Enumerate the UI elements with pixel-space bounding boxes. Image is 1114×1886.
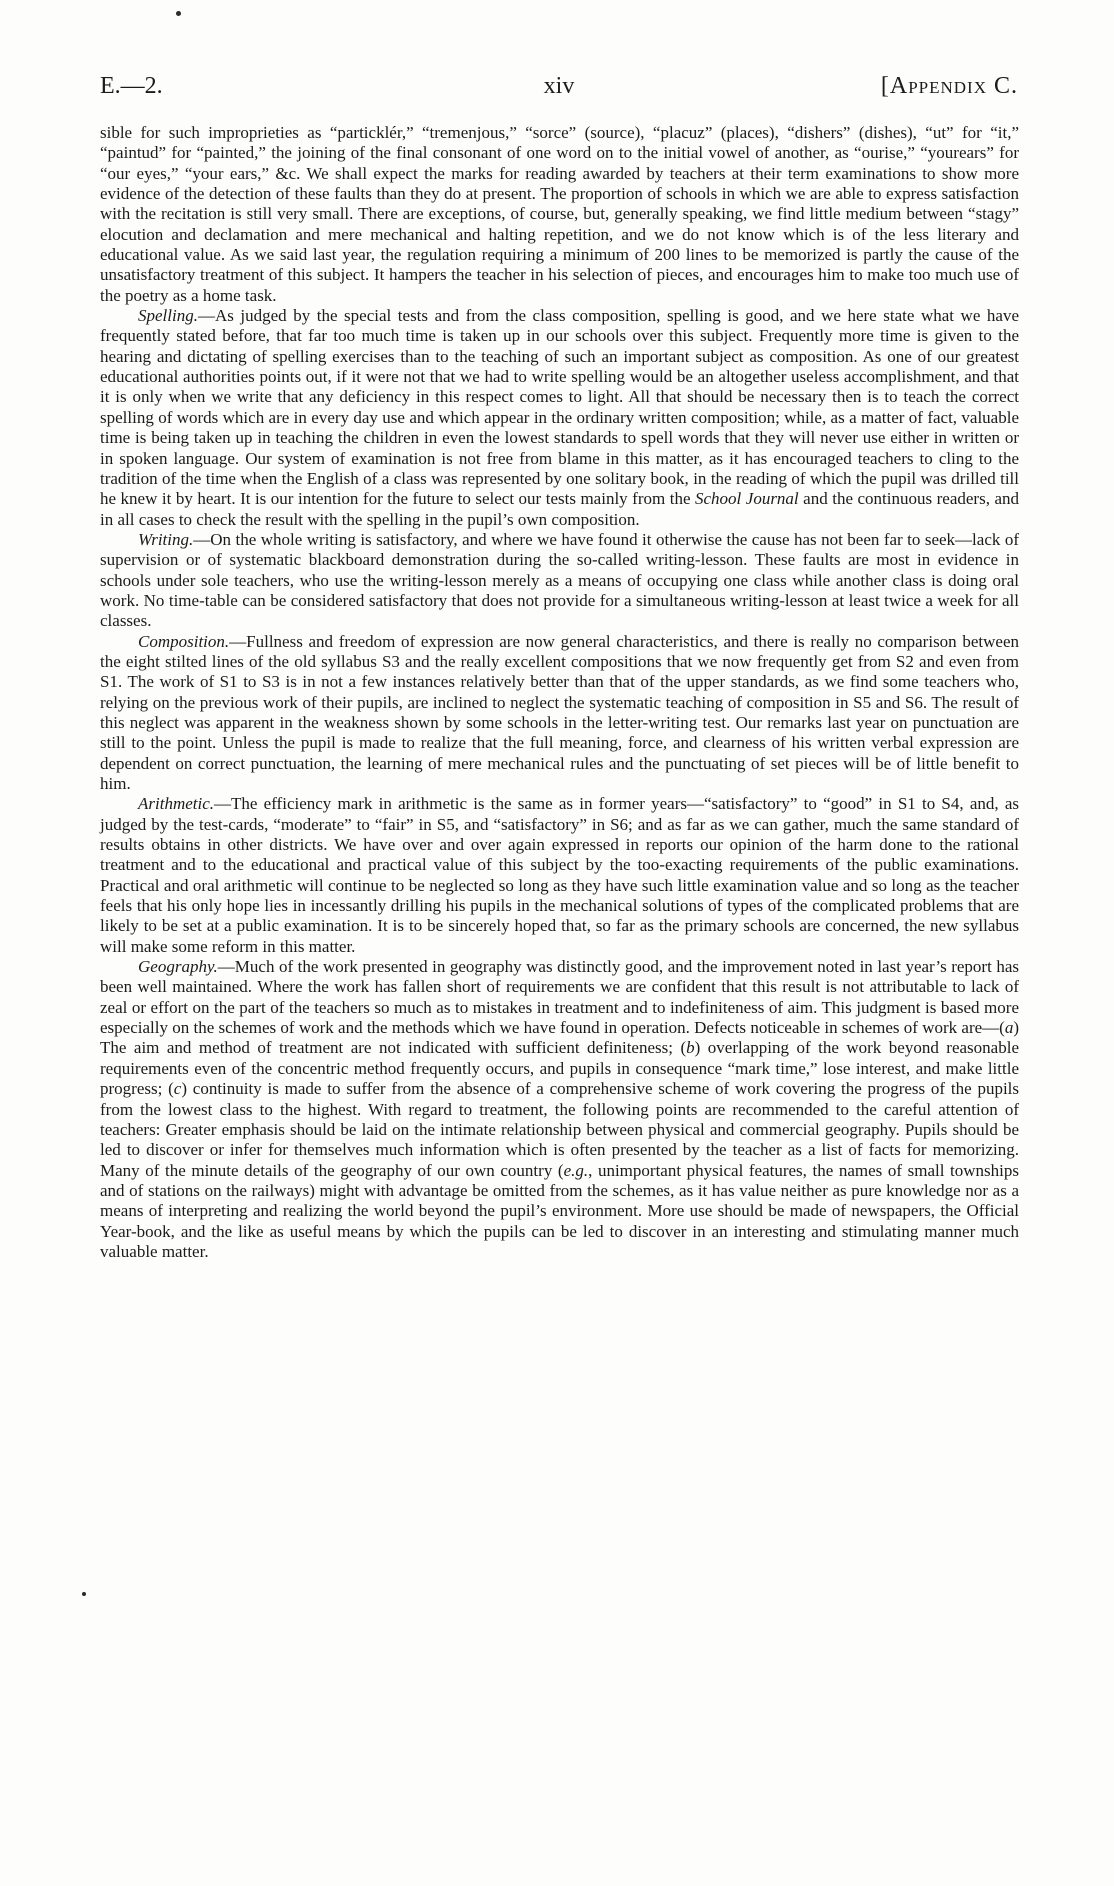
section-text: ) overlapping of the work beyond reasonable requirements even of the concentric method frequently occurs, and pupils in consequence “mark time,” lose interest, and make little progress; (	[100, 1038, 1019, 1099]
section-heading-spelling: Spelling.	[138, 306, 198, 326]
margin-speck	[82, 1592, 86, 1596]
section-composition	[100, 632, 1019, 795]
section-heading-writing: Writing.	[138, 529, 194, 549]
section-writing	[100, 530, 1019, 632]
section-text: —Fullness and freedom of expression are now general characteristics, and there is really no comparison between the eight stilted lines of the old syllabus S3 and the really excellent compositions that we now frequently get from S2 and even from S1. The work of S1 to S3 is in not a few instances relatively better than that of the upper standards, as we find some teachers who, relying on the previous work of their pupils, are inclined to neglect the systematic teaching of composition in S5 and S6. The result of this neglect was apparent in the weakness shown by some schools in the letter-writing test. Our remarks last year on punctuation are still to the point. Unless the pupil is made to realize that the full meaning, force, and clearness of his written verbal expression are dependent on correct punctuation, the learning of mere mechanical rules and the punctuating of set pieces will be of little benefit to him.	[100, 631, 1019, 793]
header-appendix-label: [Appendix C.	[880, 73, 1018, 99]
section-heading-geography: Geography.	[138, 957, 218, 977]
section-text: —As judged by the special tests and from the class composition, spelling is good, and we here state what we have frequently stated before, that far too much time is taken up in our schools over this subject. Frequently more time is given to the hearing and dictating of spelling exercises than to the teaching of such an important subject as composition. As one of our greatest educational authorities points out, if it were not that we had to write spelling would be an altogether useless accomplishment, and that it is only when we write that any deficiency in this respect comes to light. All that should be necessary then is to teach the correct spelling of words which are in every day use and which appear in the ordinary written composition; while, as a matter of fact, valuable time is being taken up in teaching the children in even the lowest standards to spell words that they will never use either in written or in spoken language. Our system of examination is not free from blame in this matter, as it has encouraged teachers to cling to the tradition of the time when the English of a class was represented by one solitary book, in the reading of which the pupil was drilled till he knew it by heart. It is our intention for the future to select our tests mainly from the	[100, 306, 1019, 509]
section-heading-arithmetic: Arithmetic.	[138, 794, 215, 814]
list-marker-c: c	[173, 1079, 182, 1099]
header-page-number: xiv	[543, 73, 575, 99]
section-text: ) The aim and method of treatment are not indicated with sufficient definiteness; (	[100, 1018, 1019, 1058]
paragraph-reading-continued: sible for such improprieties as “particklér,” “tremenjous,” “sorce” (source), “placuz” (places), “dishers” (dishes), “ut” for “it,” “paintud” for “painted,” the joining of the final consonant of one word on to the initial vowel of another, as “ourise,” “yourears” for “our eyes,” “your ears,” &c. We shall expect the marks for reading awarded by teachers at their term examinations to show more evidence of the detection of these faults than they do at present. The proportion of schools in which we are able to express satisfaction with the recitation is still very small. There are exceptions, of course, but, generally speaking, we find little medium between “stagy” elocution and declamation and mere mechanical and halting repetition, and we do not know which is of the less literary and educational value. As we said last year, the regulation requiring a minimum of 200 lines to be memorized is partly the cause of the unsatisfactory treatment of this subject. It hampers the teacher in his selection of pieces, and encourages him to make too much use of the poetry as a home task.	[100, 123, 1019, 305]
section-arithmetic	[100, 794, 1019, 957]
page-header	[100, 68, 1018, 104]
abbreviation-eg: e.g.	[563, 1160, 589, 1180]
print-speck	[176, 11, 181, 16]
list-marker-b: b	[686, 1038, 695, 1058]
section-text: —On the whole writing is satisfactory, and where we have found it otherwise the cause has not been far to seek—lack of supervision or of systematic blackboard demonstration during the so-called writing-lesson. These faults are most in evidence in schools under sole teachers, who use the writing-lesson merely as a means of occupying one class while another class is doing oral work. No time-table can be considered satisfactory that does not provide for a simultaneous writing-lesson at least twice a week for all classes.	[100, 529, 1019, 631]
report-body	[100, 123, 1019, 1262]
section-text: —Much of the work presented in geography was distinctly good, and the improvement noted in last year’s report has been well maintained. Where the work has fallen short of requirements we are confident that this result is not attributable to lack of zeal or effort on the part of the teachers so much as to mistakes in treatment and to indefiniteness of aim. This judgment is based more especially on the schemes of work and the methods which we have found in operation. Defects noticeable in schemes of work are—(	[100, 957, 1019, 1038]
section-text: ) continuity is made to suffer from the absence of a comprehensive scheme of work covering the progress of the pupils from the lowest class to the highest. With regard to treatment, the following points are recommended to the careful attention of teachers: Greater emphasis should be laid on the intimate relationship between physical and commercial geography. Pupils should be led to discover or infer for themselves much information which is often presented by the teacher as a list of facts for memorizing. Many of the minute details of the geography of our own country (	[100, 1079, 1020, 1180]
publication-title: School Journal	[695, 489, 799, 509]
section-text-tail: and the continuous readers, and in all cases to check the result with the spelling in the pupil’s own composition.	[100, 489, 1019, 529]
section-geography	[100, 957, 1019, 1262]
list-marker-a: a	[1004, 1018, 1014, 1038]
section-text: —The efficiency mark in arithmetic is the same as in former years—“satisfactory” to “good” in S1 to S4, and, as judged by the test-cards, “moderate” to “fair” in S5, and “satisfactory” in S6; and as far as we can gather, much the same standard of results obtains in other districts. We have over and over again expressed in reports our opinion of the harm done to the rational treatment and to the educational and practical value of this subject by the too-exacting requirements of the public examinations. Practical and oral arithmetic will continue to be neglected so long as they have such little examination value and so long as the teacher feels that his only hope lies in incessantly drilling his pupils in the mechanical solutions of types of the complicated problems that are likely to be set at a public examination. It is to be sincerely hoped that, so far as the primary schools are concerned, the new syllabus will make some reform in this matter.	[100, 794, 1019, 956]
section-heading-composition: Composition.	[138, 631, 230, 651]
header-document-code: E.—2.	[100, 73, 163, 99]
section-spelling	[100, 306, 1019, 530]
section-text: , unimportant physical features, the names of small townships and of stations on the railways) might with advantage be omitted from the schemes, as it has value neither as pure knowledge nor as a means of interpreting and realizing the world beyond the pupil’s environment. More use should be made of newspapers, the Official Year-book, and the like as useful means by which the pupils can be led to discover in an interesting and stimulating manner much valuable matter.	[100, 1160, 1019, 1261]
